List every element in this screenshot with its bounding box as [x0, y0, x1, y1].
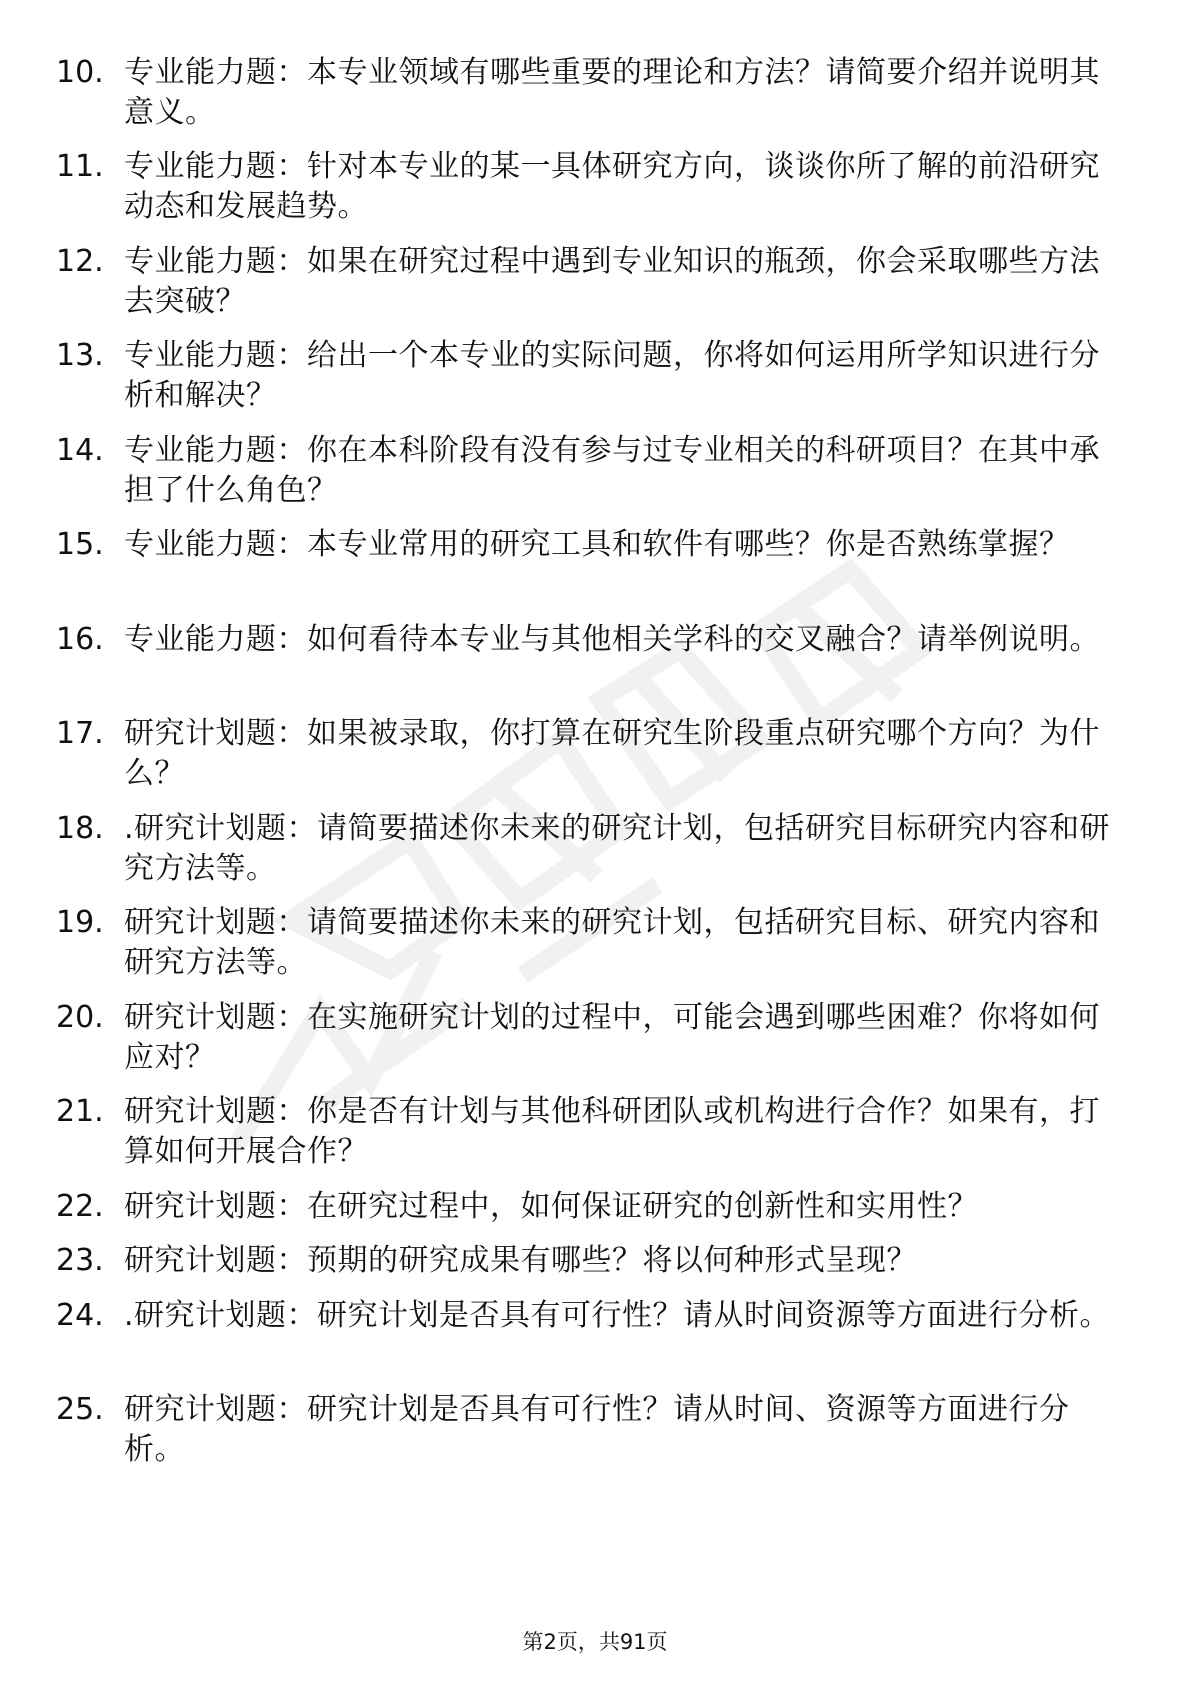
- item-number: 20.: [56, 1000, 104, 1035]
- item-text: 专业能力题：你在本科阶段有没有参与过专业相关的科研项目？在其中承担了什么角色？: [124, 433, 1100, 508]
- item-text: 专业能力题：给出一个本专业的实际问题，你将如何运用所学知识进行分析和解决？: [124, 338, 1100, 413]
- item-text: 研究计划题：如果被录取，你打算在研究生阶段重点研究哪个方向？为什么？: [124, 716, 1100, 791]
- item-number: 16.: [56, 622, 104, 657]
- item-text: 研究计划题：请简要描述你未来的研究计划，包括研究目标、研究内容和研究方法等。: [124, 905, 1100, 980]
- item-text: 专业能力题：本专业领域有哪些重要的理论和方法？请简要介绍并说明其意义。: [124, 55, 1100, 130]
- item-number: 13.: [56, 338, 104, 373]
- item-number: 14.: [56, 433, 104, 468]
- item-number: 23.: [56, 1243, 104, 1278]
- item-number: 10.: [56, 55, 104, 90]
- item-number: 17.: [56, 716, 104, 751]
- item-text: 专业能力题：本专业常用的研究工具和软件有哪些？你是否熟练掌握？: [124, 527, 1070, 562]
- item-text: 研究计划题：在实施研究计划的过程中，可能会遇到哪些困难？你将如何应对？: [124, 1000, 1100, 1075]
- item-number: 25.: [56, 1392, 104, 1427]
- item-number: 15.: [56, 527, 104, 562]
- item-text: .研究计划题：研究计划是否具有可行性？请从时间资源等方面进行分析。: [124, 1298, 1111, 1333]
- item-text: 研究计划题：在研究过程中，如何保证研究的创新性和实用性？: [124, 1189, 978, 1224]
- item-number: 12.: [56, 244, 104, 279]
- item-number: 22.: [56, 1189, 104, 1224]
- page-number: 第2页，共91页: [522, 1630, 668, 1654]
- item-text: 研究计划题：预期的研究成果有哪些？将以何种形式呈现？: [124, 1243, 917, 1278]
- item-number: 19.: [56, 905, 104, 940]
- item-number: 18.: [56, 811, 104, 846]
- item-text: 研究计划题：研究计划是否具有可行性？请从时间、资源等方面进行分析。: [124, 1392, 1070, 1467]
- item-text: .研究计划题：请简要描述你未来的研究计划，包括研究目标研究内容和研究方法等。: [124, 811, 1111, 886]
- item-number: 24.: [56, 1298, 104, 1333]
- item-number: 21.: [56, 1094, 104, 1129]
- item-text: 专业能力题：如果在研究过程中遇到专业知识的瓶颈，你会采取哪些方法去突破？: [124, 244, 1100, 319]
- item-number: 11.: [56, 149, 104, 184]
- item-text: 专业能力题：如何看待本专业与其他相关学科的交叉融合？请举例说明。: [124, 622, 1100, 657]
- item-text: 研究计划题：你是否有计划与其他科研团队或机构进行合作？如果有，打算如何开展合作？: [124, 1094, 1100, 1169]
- item-text: 专业能力题：针对本专业的某一具体研究方向，谈谈你所了解的前沿研究动态和发展趋势。: [124, 149, 1100, 224]
